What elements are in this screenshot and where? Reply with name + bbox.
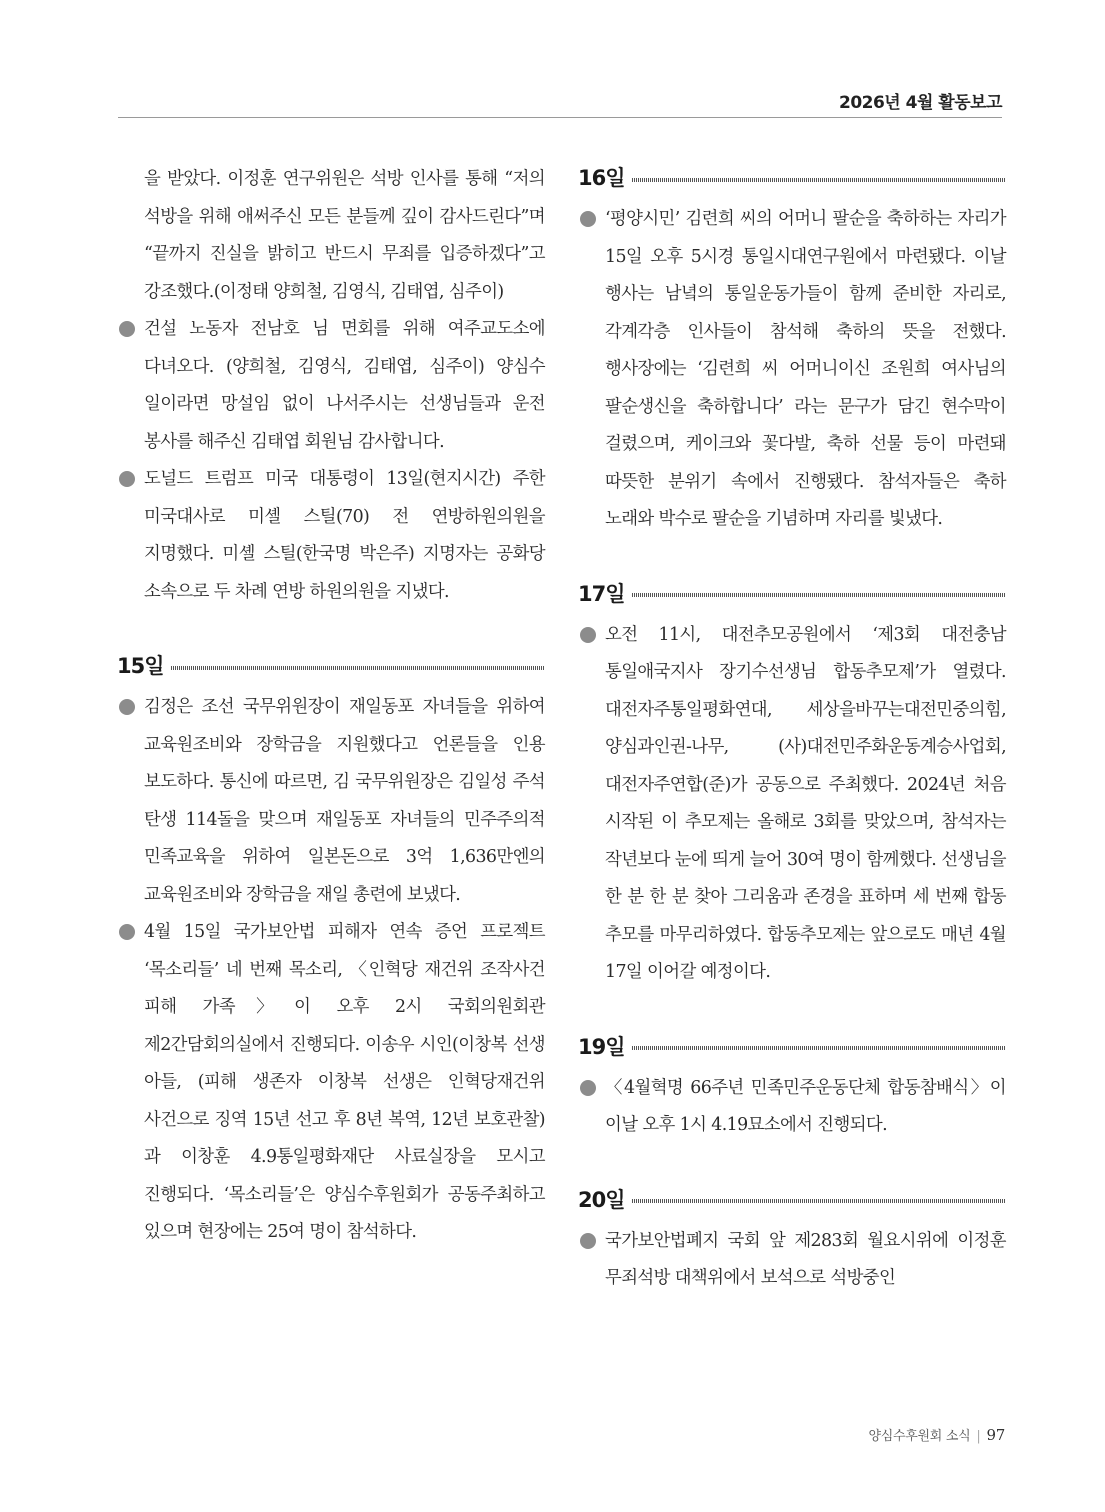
left-column	[117, 161, 545, 1252]
header-divider	[118, 117, 1002, 118]
publication-name: 양심수후원회 소식	[868, 1429, 971, 1444]
continuation-text: 을 받았다. 이정훈 연구위원은 석방 인사를 통해 “저의 석방을 위해 애써주신 모든 분들께 깊이 감사드린다”며 “끝까지 진실을 밝히고 반드시 무죄를 입증하겠다”고 강조했다.(이정태 양희철, 김영식, 김태엽, 심주이)	[144, 169, 545, 302]
list-item-text: 〈4월혁명 66주년 민족민주운동단체 합동참배식〉이 이날 오후 1시 4.19묘소에서 진행되다.	[605, 1077, 1006, 1135]
section-20	[578, 1183, 1006, 1298]
list-item-text: ‘평양시민’ 김련희 씨의 어머니 팔순을 축하하는 자리가 15일 오후 5시경 통일시대연구원에서 마련됐다. 이날 행사는 남녘의 통일운동가들이 함께 준비한 자리로, 각계각층 인사들이 참석해 축하의 뜻을 전했다. 행사장에는 ‘김련희 씨 어머니이신 조원희 여사님의 팔순생신을 축하합니다’ 라는 문구가 담긴 현수막이 걸렸으며, 케이크와 꽃다발, 축하 선물 등이 마련돼 따뜻한 분위기 속에서 진행됐다. 참석자들은 축하 노래와 박수로 팔순을 기념하며 자리를 빛냈다.	[605, 209, 1006, 529]
list-item	[578, 1223, 1006, 1298]
page-header-title: 2026년 4월 활동보고	[838, 93, 1002, 113]
list-item	[117, 689, 545, 914]
section-16	[578, 161, 1006, 539]
list-item-text: 국가보안법폐지 국회 앞 제283회 월요시위에 이정훈 무죄석방 대책위에서 보석으로 석방중인	[605, 1230, 1006, 1288]
day-label: 15일	[117, 654, 164, 678]
dotted-rule	[632, 593, 1006, 597]
list-item	[117, 461, 545, 611]
day-label: 16일	[578, 166, 625, 190]
list-item	[578, 1070, 1006, 1145]
section-15	[117, 649, 545, 1252]
day-label: 19일	[578, 1034, 625, 1059]
dotted-rule	[632, 178, 1006, 182]
bullet-icon	[119, 321, 135, 337]
dotted-rule	[632, 1199, 1006, 1203]
list-item-text: 김정은 조선 국무위원장이 재일동포 자녀들을 위하여 교육원조비와 장학금을 지원했다고 언론들을 인용 보도하다. 통신에 따르면, 김 국무위원장은 김일성 주석 탄생 114돌을 맞으며 재일동포 자녀들의 민주주의적 민족교육을 위하여 일본돈으로 3억 1,636만엔의 교육원조비와 장학금을 재일 총련에 보냈다.	[144, 697, 545, 905]
day-heading	[117, 649, 545, 683]
bullet-icon	[119, 699, 135, 715]
list-item	[117, 914, 545, 1252]
footer-separator: |	[976, 1429, 981, 1444]
page-footer	[869, 1425, 1006, 1444]
list-item	[578, 201, 1006, 539]
day-heading	[578, 1183, 1006, 1217]
section-17	[578, 577, 1006, 992]
day-heading	[578, 1030, 1006, 1064]
list-item	[578, 617, 1006, 992]
bullet-icon	[580, 1233, 596, 1249]
continuation-paragraph	[117, 161, 545, 311]
bullet-icon	[580, 627, 596, 643]
right-column	[578, 161, 1006, 1298]
bullet-icon	[119, 924, 135, 940]
bullet-icon	[580, 211, 596, 227]
list-item-text: 오전 11시, 대전추모공원에서 ‘제3회 대전충남 통일애국지사 장기수선생님 합동추모제’가 열렸다. 대전자주통일평화연대, 세상을바꾸는대전민중의힘, 양심과인권-나무, (사)대전민주화운동계승사업회, 대전자주연합(준)가 공동으로 주최했다. 2024년 처음 시작된 이 추모제는 올해로 3회를 맞았으며, 참석자는 작년보다 눈에 띄게 늘어 30여 명이 함께했다. 선생님을 한 분 한 분 찾아 그리움과 존경을 표하며 세 번째 합동 추모를 마무리하였다. 합동추모제는 앞으로도 매년 4월 17일 이어갈 예정이다.	[605, 624, 1006, 982]
dotted-rule	[171, 666, 545, 670]
list-item-text: 4월 15일 국가보안법 피해자 연속 증언 프로젝트 ‘목소리들’ 네 번째 목소리, 〈인혁당 재건위 조작사건 피해 가족〉이 오후 2시 국회의원회관 제2간담회의실에서 진행되다. 이송우 시인(이창복 선생 아들, (피해 생존자 이창복 선생은 인혁당재건위 사건으로 징역 15년 선고 후 8년 복역, 12년 보호관찰)과 이창훈 4.9통일평화재단 사료실장을 모시고 진행되다. ‘목소리들’은 양심수후원회가 공동주최하고 있으며 현장에는 25여 명이 참석하다.	[144, 922, 545, 1242]
day-label: 17일	[578, 581, 625, 606]
bullet-icon	[119, 471, 135, 487]
day-label: 20일	[578, 1187, 625, 1212]
list-item	[117, 311, 545, 461]
list-item-text: 도널드 트럼프 미국 대통령이 13일(현지시간) 주한 미국대사로 미셸 스틸(70) 전 연방하원의원을 지명했다. 미셸 스틸(한국명 박은주) 지명자는 공화당 소속으로 두 차례 연방 하원의원을 지냈다.	[144, 469, 545, 602]
section-19	[578, 1030, 1006, 1145]
day-heading	[578, 161, 1006, 195]
dotted-rule	[632, 1046, 1006, 1050]
list-item-text: 건설 노동자 전남호 님 면회를 위해 여주교도소에 다녀오다. (양희철, 김영식, 김태엽, 심주이) 양심수 일이라면 망설임 없이 나서주시는 선생님들과 운전 봉사를 해주신 김태엽 회원님 감사합니다.	[144, 319, 545, 452]
bullet-icon	[580, 1080, 596, 1096]
day-heading	[578, 577, 1006, 611]
page-number: 97	[986, 1426, 1005, 1444]
